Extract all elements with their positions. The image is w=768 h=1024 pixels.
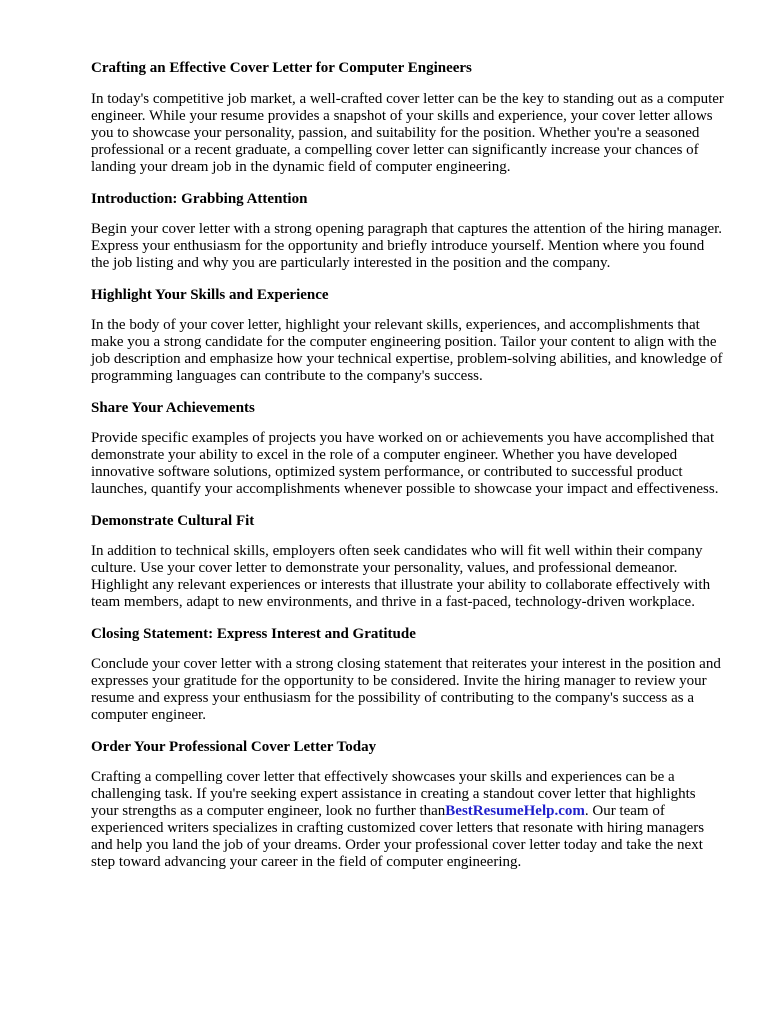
section-heading-cultural-fit: Demonstrate Cultural Fit (91, 513, 255, 529)
bestresumehelp-link[interactable]: BestResumeHelp.com (445, 803, 585, 819)
section-body-closing: Conclude your cover letter with a strong closing statement that reiterates your interest in the position and expresses your gratitude for the opportunity to be considered. Invite the hiring manager to review your resume and express your enthusiasm for the possibility of contributing to the company's success as a computer engineer. (91, 656, 721, 723)
section-heading-order: Order Your Professional Cover Letter Today (91, 739, 377, 755)
document-title: Crafting an Effective Cover Letter for Computer Engineers (91, 60, 472, 76)
section-heading-achievements: Share Your Achievements (91, 400, 255, 416)
section-heading-skills: Highlight Your Skills and Experience (91, 287, 329, 303)
section-body-cultural-fit: In addition to technical skills, employers often seek candidates who will fit well within their company culture. Use your cover letter to demonstrate your personality, values, and professional demeanor. Highlight any relevant experiences or interests that illustrate your ability to collaborate effectively with team members, adapt to new environments, and thrive in a fast-paced, technology-driven workplace. (91, 543, 711, 610)
section-body-order (91, 769, 724, 871)
section-heading-introduction: Introduction: Grabbing Attention (91, 191, 308, 207)
order-text-before-link: Crafting a compelling cover letter that effectively showcases your skills and experiences can be a challenging task. If you're seeking expert assistance in creating a standout cover letter that highlights your strengths as a computer engineer, look no further than (91, 769, 696, 819)
order-text-after-link: . Our team of experienced writers specializes in crafting customized cover letters that resonate with hiring managers and help you land the job of your dreams. Order your professional cover letter today and take the next step toward advancing your career in the field of computer engineering. (91, 803, 705, 870)
intro-paragraph: In today's competitive job market, a well-crafted cover letter can be the key to standing out as a computer engineer. While your resume provides a snapshot of your skills and experience, your cover letter allows you to showcase your personality, passion, and suitability for the position. Whether you're a seasoned professional or a recent graduate, a compelling cover letter can significantly increase your chances of landing your dream job in the dynamic field of computer engineering. (91, 91, 724, 175)
section-body-skills: In the body of your cover letter, highlight your relevant skills, experiences, and accomplishments that make you a strong candidate for the computer engineering position. Tailor your content to align with the job description and emphasize how your technical expertise, problem-solving abilities, and knowledge of programming languages can contribute to the company's success. (91, 317, 723, 384)
section-body-achievements: Provide specific examples of projects you have worked on or achievements you have accomplished that demonstrate your ability to excel in the role of a computer engineer. Whether you have developed innovative software solutions, optimized system performance, or contributed to successful product launches, quantify your accomplishments whenever possible to showcase your impact and effectiveness. (91, 430, 719, 497)
section-heading-closing: Closing Statement: Express Interest and Gratitude (91, 626, 416, 642)
section-body-introduction: Begin your cover letter with a strong opening paragraph that captures the attention of the hiring manager. Express your enthusiasm for the opportunity and briefly introduce yourself. Mention where you found the job listing and why you are particularly interested in the position and the company. (91, 221, 723, 271)
